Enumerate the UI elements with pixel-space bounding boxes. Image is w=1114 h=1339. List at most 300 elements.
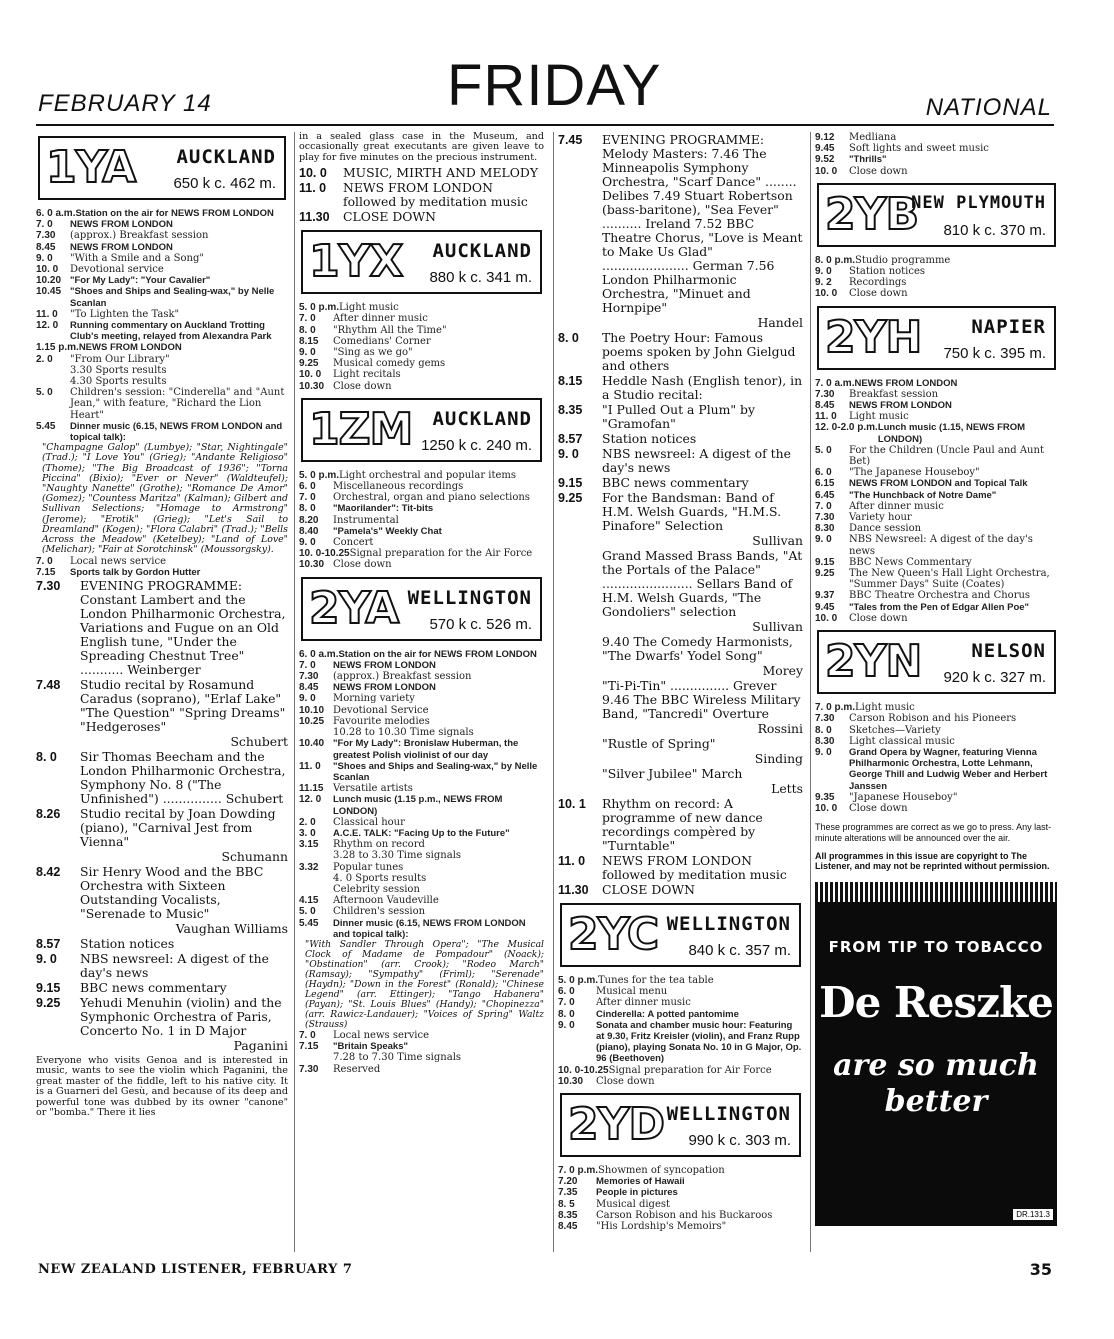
schedule-entry bbox=[36, 320, 288, 342]
entry-time: 11. 0 bbox=[299, 760, 321, 772]
schedule-entry bbox=[299, 783, 544, 794]
schedule-entry bbox=[558, 752, 803, 766]
schedule-1ya bbox=[36, 208, 288, 443]
entry-description: Cinderella: A potted pantomime bbox=[596, 1008, 739, 1020]
schedule-entry bbox=[299, 358, 544, 369]
entry-description: Sonata and chamber music hour: Featuring at 9.30, Fritz Kreisler (violin), and Franz Rupp (piano), playing Sonata No. 10 in G Major, Op. 96 (Beethoven) bbox=[596, 1019, 802, 1065]
header-rule bbox=[36, 124, 1054, 126]
page-number: 35 bbox=[1029, 1260, 1052, 1279]
entry-description: (approx.) Breakfast session bbox=[333, 671, 472, 683]
entry-time bbox=[36, 365, 70, 376]
schedule-entry bbox=[36, 387, 288, 421]
schedule-entry bbox=[36, 567, 288, 578]
day-title: FRIDAY bbox=[447, 53, 662, 118]
entry-description: Favourite melodies bbox=[333, 715, 430, 727]
schedule-entry bbox=[299, 492, 544, 503]
schedule-entry bbox=[815, 534, 1058, 556]
entry-description: Letts bbox=[771, 781, 803, 796]
entry-description: Soft lights and sweet music bbox=[849, 143, 989, 155]
entry-time: 7.30 bbox=[815, 512, 835, 524]
entry-time: 8. 0 bbox=[558, 1008, 575, 1020]
entry-time: 6. 0 bbox=[299, 481, 316, 493]
schedule-entry bbox=[36, 981, 288, 995]
entry-time: 9. 0 bbox=[299, 537, 316, 549]
station-city: WELLINGTON bbox=[666, 913, 791, 935]
station-frequency: 990 k c. 303 m. bbox=[688, 1132, 791, 1150]
entry-description: "Pamela's" Weekly Chat bbox=[333, 525, 442, 537]
entry-time: 8.26 bbox=[36, 806, 61, 821]
entry-description: Grand Opera by Wagner, featuring Vienna Philharmonic Orchestra, Lotte Lehmann, George Thill and Ludwig Weber and Herbert Janssen bbox=[849, 746, 1048, 792]
schedule-entry bbox=[36, 937, 288, 951]
entry-time: 10. 1 bbox=[558, 797, 586, 811]
entry-time: 5.45 bbox=[299, 917, 319, 929]
schedule-entry bbox=[36, 807, 288, 849]
schedule-entry bbox=[815, 154, 1058, 165]
network-label: NATIONAL bbox=[925, 94, 1052, 121]
entry-time: 7. 0 p.m. bbox=[815, 702, 856, 714]
column-1 bbox=[36, 132, 288, 1252]
entry-time: 9.25 bbox=[558, 491, 583, 505]
entry-time bbox=[36, 376, 70, 387]
schedule-entry bbox=[558, 1176, 803, 1187]
entry-description: "Tales from the Pen of Edgar Allen Poe" bbox=[849, 601, 1030, 613]
entry-time: 7.30 bbox=[36, 578, 61, 593]
station-box-2yb bbox=[817, 183, 1056, 247]
entry-time: 7. 0 bbox=[299, 313, 316, 325]
entry-time: 10.40 bbox=[299, 738, 325, 750]
schedule-entry bbox=[36, 309, 288, 320]
entry-time: 6. 0 a.m. bbox=[36, 208, 76, 219]
schedule-entry bbox=[299, 1041, 544, 1052]
station-city: NAPIER bbox=[971, 315, 1046, 338]
entry-description: "Ti-Pi-Tin" ............... Grever 9.46 The BBC Wireless Military Band, "Tancredi" Overture bbox=[602, 678, 801, 721]
station-frequency: 1250 k c. 240 m. bbox=[421, 436, 532, 454]
entry-time: 8.15 bbox=[558, 374, 583, 388]
entry-description: "Thrills" bbox=[849, 154, 887, 166]
schedule-entry bbox=[558, 549, 803, 619]
schedule-entry bbox=[558, 737, 803, 751]
entry-time: 11. 0 bbox=[299, 181, 327, 196]
entry-description: Close down bbox=[333, 559, 392, 571]
entry-time: 2. 0 bbox=[36, 353, 53, 365]
schedule-entry bbox=[299, 336, 544, 347]
entry-time: 7.30 bbox=[299, 671, 319, 683]
entry-description: "Japanese Houseboy" bbox=[849, 791, 958, 803]
schedule-entry bbox=[815, 713, 1058, 724]
entry-description: "Sing as we go" bbox=[333, 347, 413, 359]
entry-time: 8.30 bbox=[815, 735, 835, 747]
schedule-entry bbox=[36, 242, 288, 253]
entry-description: NBS newsreel: A digest of the day's news bbox=[602, 446, 791, 475]
schedule-entry bbox=[815, 143, 1058, 154]
entry-description: Station notices bbox=[80, 935, 175, 951]
schedule-entry bbox=[558, 432, 803, 446]
entry-description: Dance session bbox=[849, 523, 922, 535]
schedule-entry bbox=[36, 376, 288, 387]
entry-description: Carson Robison and his Pioneers bbox=[849, 713, 1017, 725]
schedule-entry bbox=[36, 208, 288, 219]
entry-time: 9.37 bbox=[815, 590, 835, 602]
schedule-entry bbox=[815, 288, 1058, 299]
entry-time: 3.15 bbox=[299, 839, 319, 851]
schedule-entry bbox=[558, 1165, 803, 1176]
entry-time: 9. 0 bbox=[815, 266, 832, 278]
schedule-entry bbox=[558, 476, 803, 490]
station-frequency: 920 k c. 327 m. bbox=[943, 669, 1046, 687]
entry-description: Station notices bbox=[849, 266, 926, 278]
entry-time: 8. 0 bbox=[815, 724, 832, 736]
station-city: NELSON bbox=[971, 640, 1046, 663]
entry-time: 5. 0 p.m. bbox=[299, 469, 340, 481]
entry-time: 8.45 bbox=[558, 1221, 578, 1233]
entry-description: 3.28 to 3.30 Time signals bbox=[333, 850, 462, 862]
entry-time: 9. 0 bbox=[558, 447, 579, 461]
schedule-entry bbox=[815, 512, 1058, 523]
entry-description: Morey bbox=[762, 663, 803, 678]
entry-description: Close down bbox=[849, 802, 908, 814]
schedule-entry bbox=[558, 316, 803, 330]
entry-description: Heddle Nash (English tenor), in a Studio recital: bbox=[602, 373, 803, 402]
station-frequency: 880 k c. 341 m. bbox=[429, 269, 532, 287]
schedule-entry bbox=[299, 470, 544, 481]
schedule-entry bbox=[299, 503, 544, 514]
entry-time: 3. 0 bbox=[299, 827, 316, 839]
schedule-1zm bbox=[299, 470, 544, 571]
entry-description: Musical digest bbox=[596, 1198, 671, 1210]
schedule-entry bbox=[299, 313, 544, 324]
entry-time: 5. 0 p.m. bbox=[558, 975, 599, 986]
schedule-entry bbox=[299, 906, 544, 917]
entry-description: NEWS FROM LONDON bbox=[854, 377, 958, 389]
entry-description: "Shoes and Ships and Sealing-wax," by Nelle Scanlan bbox=[333, 760, 538, 783]
station-box-2yd bbox=[560, 1093, 801, 1157]
schedule-entry bbox=[815, 736, 1058, 747]
entry-description: Sir Thomas Beecham and the London Philharmonic Orchestra, Symphony No. 8 ("The Unfinished") ............... Schubert bbox=[80, 748, 286, 806]
entry-description: "Shoes and Ships and Sealing-wax," by Nelle Scanlan bbox=[70, 286, 275, 309]
entry-time: 8.57 bbox=[36, 936, 61, 951]
entry-time: 10. 0-10.25 bbox=[558, 1064, 609, 1076]
entry-description: Signal preparation for the Air Force bbox=[349, 548, 533, 560]
entry-time: 8.57 bbox=[558, 432, 583, 446]
entry-description: "To Lighten the Task" bbox=[70, 308, 180, 320]
entry-time: 10. 0 bbox=[36, 264, 59, 276]
entry-time: 9. 0 bbox=[36, 951, 57, 966]
schedule-entry bbox=[558, 403, 803, 431]
entry-time: 8. 0 bbox=[36, 749, 57, 764]
schedule-entry bbox=[815, 613, 1058, 624]
entry-description: After dinner music bbox=[849, 500, 944, 512]
schedule-entry bbox=[815, 277, 1058, 288]
entry-description: Lunch music (1.15, NEWS FROM LONDON) bbox=[877, 422, 1026, 445]
schedule-entry bbox=[299, 693, 544, 704]
station-box-2yn bbox=[817, 630, 1056, 694]
entry-description: Versatile artists bbox=[333, 783, 413, 795]
entry-time: 5.45 bbox=[36, 420, 56, 432]
schedule-entry bbox=[36, 556, 288, 567]
schedule-entry bbox=[815, 467, 1058, 478]
paganini-note: Everyone who visits Genoa and is interested in music, wants to see the violin which Paganini, the great master of the fiddle, left to his native city. It is a Guarneri del Gesù, and because of its deep and powerful tone was dubbed by its owner "canone" or "bomba." There it lies bbox=[36, 1054, 288, 1118]
entry-description: NEWS FROM LONDON followed by meditation music bbox=[343, 180, 528, 210]
station-frequency: 810 k c. 370 m. bbox=[943, 221, 1046, 239]
dinner-music-list-2ya: "With Sandler Through Opera"; "The Musical Clock of Madame de Pompadour" (Noack); "Obstination" (arr. Crook); "Rodeo March" (Ramsay); "Sympathy" (Friml); "Serenade" (Haydn); "Down in the Forest" (Ronald); "Chinese Legend" (arr. Ettinger); "Tango Habanera" (Payan); "St. Louis Blues" (Handy); "Chopinezza" (arr. Rawicz-Landauer); "Voices of Spring" Waltz (Strauss) bbox=[305, 938, 544, 1030]
entry-description: Medliana bbox=[849, 132, 897, 143]
station-box-2yh bbox=[817, 306, 1056, 370]
schedule-entry bbox=[299, 381, 544, 392]
schedule-entry bbox=[299, 649, 544, 660]
schedule-1yx bbox=[299, 302, 544, 392]
entry-time: 8. 0 bbox=[299, 503, 316, 515]
entry-time: 5. 0 bbox=[815, 444, 832, 456]
entry-time: 8. 0 bbox=[558, 331, 579, 345]
schedule-entry bbox=[815, 132, 1058, 143]
entry-description: Devotional service bbox=[70, 264, 164, 276]
entry-description: Close down bbox=[333, 380, 392, 392]
entry-time: 7.45 bbox=[558, 133, 583, 147]
station-call-sign: 2YH bbox=[825, 311, 922, 363]
station-city: NEW PLYMOUTH bbox=[911, 192, 1046, 213]
schedule-entry bbox=[558, 1020, 803, 1065]
entry-description: "The Hunchback of Notre Dame" bbox=[849, 489, 997, 501]
entry-time: 8.15 bbox=[299, 335, 319, 347]
entry-description: Comedians' Corner bbox=[333, 335, 431, 347]
schedule-2ya-evening bbox=[299, 1030, 544, 1075]
schedule-entry bbox=[558, 797, 803, 853]
entry-time: 7.15 bbox=[36, 566, 56, 578]
copyright-note: All programmes in this issue are copyright to The Listener, and may not be reprinted without permission. bbox=[815, 850, 1050, 872]
dinner-music-list: "Champagne Galop" (Lumbye); "Star, Nightingale" (Trad.); "I Love You" (Grieg); "Andante Religioso" (Thome); "The Big Broadcast of 1936"; "Torna Piccina" (Bixio); "Ever or Never" (Waldteufel); "Naughty Nanette" (Grothe); "Romance De Amor" (Gomez); "Countess Maritza" (Kalman); Gilbert and Sullivan Selections; "Homage to Armstrong" (Jerome); "Erotik" (Grieg); "Let's Sail to Dreamland" (Kogen); "Flora Calabri" (Trad.); "Bells Across the Meadow" (Ketelbey); "Land of Love" (Melichar); "Fair at Sorotchinsk" (Moussorgsky). bbox=[42, 442, 288, 556]
entry-time: 10.30 bbox=[299, 380, 325, 392]
schedule-entry bbox=[299, 862, 544, 873]
schedule-entry bbox=[815, 725, 1058, 736]
schedule-entry bbox=[36, 342, 288, 353]
schedule-2yb bbox=[815, 255, 1058, 300]
advert-slogan: are so much better bbox=[833, 1047, 1039, 1119]
entry-time: 8. 0 bbox=[299, 324, 316, 336]
schedule-entry bbox=[299, 325, 544, 336]
entry-time bbox=[36, 1039, 80, 1053]
schedule-entry bbox=[558, 1221, 803, 1232]
entry-time: 9. 0 bbox=[36, 252, 53, 264]
schedule-entry bbox=[36, 275, 288, 286]
entry-description: "Britain Speaks" bbox=[333, 1041, 409, 1053]
schedule-entry bbox=[299, 347, 544, 358]
station-city: AUCKLAND bbox=[432, 240, 532, 263]
schedule-entry bbox=[36, 922, 288, 936]
schedule-entry bbox=[299, 302, 544, 313]
schedule-entry bbox=[299, 1052, 544, 1063]
schedule-2ya bbox=[299, 649, 544, 940]
station-box-2yc bbox=[560, 903, 801, 967]
entry-description: EVENING PROGRAMME: Melody Masters: 7.46 The Minneapolis Symphony Orchestra, "Scarf Dance" ........ Delibes 7.49 Stuart Robertson (bass-baritone), "Sea Fever" .......... Ireland 7.52 BBC Theatre Chorus, "Love is Meant to Make Us Glad" ...................... German 7.56 London Philharmonic Orchestra, "Minuet and Hornpipe" bbox=[602, 132, 803, 315]
entry-time: 11. 0 bbox=[558, 854, 586, 868]
schedule-entry bbox=[558, 374, 803, 402]
entry-time: 12. 0 bbox=[299, 794, 322, 806]
entry-time bbox=[558, 767, 602, 781]
entry-time: 10. 0 bbox=[815, 165, 838, 177]
entry-time: 11.30 bbox=[299, 210, 330, 225]
schedule-entry bbox=[36, 750, 288, 806]
schedule-entry bbox=[815, 501, 1058, 512]
schedule-entry bbox=[558, 767, 803, 781]
entry-time: 12. 0 bbox=[36, 320, 59, 332]
entry-time bbox=[558, 549, 602, 619]
station-city: WELLINGTON bbox=[407, 586, 532, 609]
schedule-entry bbox=[299, 895, 544, 906]
entry-description: Rhythm on record bbox=[333, 839, 425, 851]
entry-time: 6. 0 bbox=[558, 986, 575, 998]
schedule-2yc bbox=[558, 975, 803, 1087]
entry-description: CLOSE DOWN bbox=[343, 209, 437, 225]
entry-description: After dinner music bbox=[596, 997, 691, 1009]
entry-time: 8.40 bbox=[299, 525, 319, 537]
schedule-entry bbox=[36, 421, 288, 443]
station-call-sign: 2YB bbox=[825, 188, 919, 240]
entry-time: 7. 0 bbox=[299, 659, 316, 671]
entry-description: Children's session bbox=[333, 906, 426, 918]
station-city: AUCKLAND bbox=[432, 407, 532, 430]
entry-description: Light orchestral and popular items bbox=[339, 469, 517, 481]
station-call-sign: 2YC bbox=[568, 909, 659, 960]
entry-description: Reserved bbox=[333, 1063, 381, 1075]
schedule-entry bbox=[299, 210, 544, 224]
entry-time: 9.45 bbox=[815, 601, 835, 613]
schedule-entry bbox=[36, 219, 288, 230]
entry-time bbox=[558, 752, 602, 766]
entry-description: Morning variety bbox=[333, 693, 415, 705]
entry-time: 6. 0 bbox=[815, 467, 832, 479]
entry-time: 10. 0 bbox=[815, 288, 838, 300]
schedule-2yh bbox=[815, 378, 1058, 624]
entry-time: 9.25 bbox=[299, 358, 319, 370]
schedule-entry bbox=[36, 253, 288, 264]
entry-description: For the Bandsman: Band of H.M. Welsh Guards, "H.M.S. Pinafore" Selection bbox=[602, 490, 782, 533]
entry-description: Miscellaneous recordings bbox=[333, 481, 464, 493]
entry-description: Schubert bbox=[230, 733, 288, 749]
column-3 bbox=[553, 132, 803, 1252]
station-frequency: 750 k c. 395 m. bbox=[943, 344, 1046, 362]
schedule-entry bbox=[558, 1187, 803, 1198]
entry-description: Instrumental bbox=[333, 514, 399, 526]
entry-description: NEWS FROM LONDON and Topical Talk bbox=[849, 478, 1028, 490]
schedule-entry bbox=[299, 515, 544, 526]
entry-description: NEWS FROM LONDON bbox=[78, 342, 182, 354]
entry-time bbox=[558, 722, 602, 736]
schedule-entry bbox=[815, 255, 1058, 266]
schedule-2ya-programme bbox=[558, 133, 803, 897]
entry-description: Musical comedy gems bbox=[333, 358, 446, 370]
station-box-2ya bbox=[301, 577, 542, 641]
entry-description: Schumann bbox=[221, 848, 288, 864]
schedule-entry bbox=[815, 590, 1058, 601]
schedule-entry bbox=[815, 557, 1058, 568]
schedule-entry bbox=[299, 761, 544, 783]
entry-description: Popular tunes bbox=[333, 861, 404, 873]
entry-time: 9.45 bbox=[815, 143, 835, 155]
entry-time bbox=[299, 850, 333, 861]
issue-date: FEBRUARY 14 bbox=[38, 90, 212, 117]
entry-description: Studio recital by Joan Dowding (piano), "Carnival Jest from Vienna" bbox=[80, 805, 276, 849]
entry-description: 4. 0 Sports results bbox=[333, 872, 427, 884]
entry-description: 7.28 to 7.30 Time signals bbox=[333, 1052, 462, 1064]
entry-description: "I Pulled Out a Plum" by "Gramofan" bbox=[602, 402, 755, 431]
publication-footer: NEW ZEALAND LISTENER, FEBRUARY 7 bbox=[38, 1262, 353, 1277]
schedule-entry bbox=[299, 727, 544, 738]
station-city: WELLINGTON bbox=[666, 1103, 791, 1126]
entry-time bbox=[299, 1052, 333, 1063]
schedule-entry bbox=[299, 918, 544, 940]
entry-description: NEWS FROM LONDON bbox=[70, 241, 173, 253]
schedule-entry bbox=[815, 490, 1058, 501]
schedule-entry bbox=[36, 735, 288, 749]
column-4 bbox=[810, 132, 1058, 1252]
entry-time bbox=[558, 664, 602, 678]
entry-time: 7. 0 bbox=[558, 997, 575, 1009]
schedule-entry bbox=[299, 660, 544, 671]
schedule-1ya-evening-early bbox=[36, 556, 288, 578]
schedule-entry bbox=[558, 1199, 803, 1210]
entry-time bbox=[36, 850, 80, 864]
entry-description: Dinner music (6.15, NEWS FROM LONDON and topical talk): bbox=[70, 420, 283, 444]
schedule-entry bbox=[558, 997, 803, 1008]
entry-description: Light music bbox=[855, 702, 915, 714]
schedule-entry bbox=[36, 952, 288, 980]
entry-time: 3.32 bbox=[299, 861, 319, 873]
entry-description: Rossini bbox=[757, 721, 803, 736]
schedule-entry bbox=[299, 671, 544, 682]
station-call-sign: 1YA bbox=[46, 142, 136, 193]
entry-description: 10.28 to 10.30 Time signals bbox=[333, 727, 474, 739]
entry-description: Musical menu bbox=[596, 986, 668, 998]
entry-description: Showmen of syncopation bbox=[598, 1165, 725, 1177]
entry-time: 7.30 bbox=[36, 230, 56, 242]
entry-description: "Silver Jubilee" March bbox=[602, 766, 743, 781]
entry-description: NEWS FROM LONDON bbox=[333, 682, 436, 694]
schedule-entry bbox=[815, 523, 1058, 534]
schedule-entry bbox=[299, 716, 544, 727]
entry-description: Vaughan Williams bbox=[175, 920, 288, 936]
entry-time: 9.35 bbox=[815, 791, 835, 803]
entry-time bbox=[36, 922, 80, 936]
entry-time bbox=[558, 316, 602, 330]
entry-description: "For My Lady": Bronislaw Huberman, the greatest Polish violinist of our day bbox=[333, 738, 519, 761]
schedule-entry bbox=[299, 682, 544, 693]
entry-description: Afternoon Vaudeville bbox=[333, 895, 439, 907]
entry-time: 6.45 bbox=[815, 489, 835, 501]
schedule-entry bbox=[36, 850, 288, 864]
entry-time: 1.15 p.m. bbox=[36, 342, 79, 354]
schedule-entry bbox=[299, 873, 544, 884]
entry-time: 10. 0 bbox=[815, 612, 838, 624]
entry-time: 5. 0 bbox=[36, 387, 53, 399]
schedule-entry bbox=[299, 166, 544, 180]
entry-description: People in pictures bbox=[596, 1187, 678, 1199]
entry-description: BBC news commentary bbox=[602, 475, 749, 490]
entry-description: Classical hour bbox=[333, 816, 405, 828]
schedule-2yn bbox=[815, 702, 1058, 814]
schedule-entry bbox=[299, 839, 544, 850]
station-call-sign: 1ZM bbox=[309, 403, 413, 455]
station-box-1ya bbox=[38, 136, 286, 200]
entry-time: 10. 0 bbox=[815, 802, 838, 814]
advert-pattern bbox=[815, 882, 1057, 902]
schedule-entry bbox=[299, 481, 544, 492]
schedule-entry bbox=[299, 817, 544, 828]
entry-time: 8.20 bbox=[299, 514, 319, 526]
schedule-entry bbox=[815, 747, 1058, 792]
entry-description: BBC news commentary bbox=[80, 979, 227, 995]
entry-time: 9.25 bbox=[36, 995, 61, 1010]
schedule-entry bbox=[815, 702, 1058, 713]
